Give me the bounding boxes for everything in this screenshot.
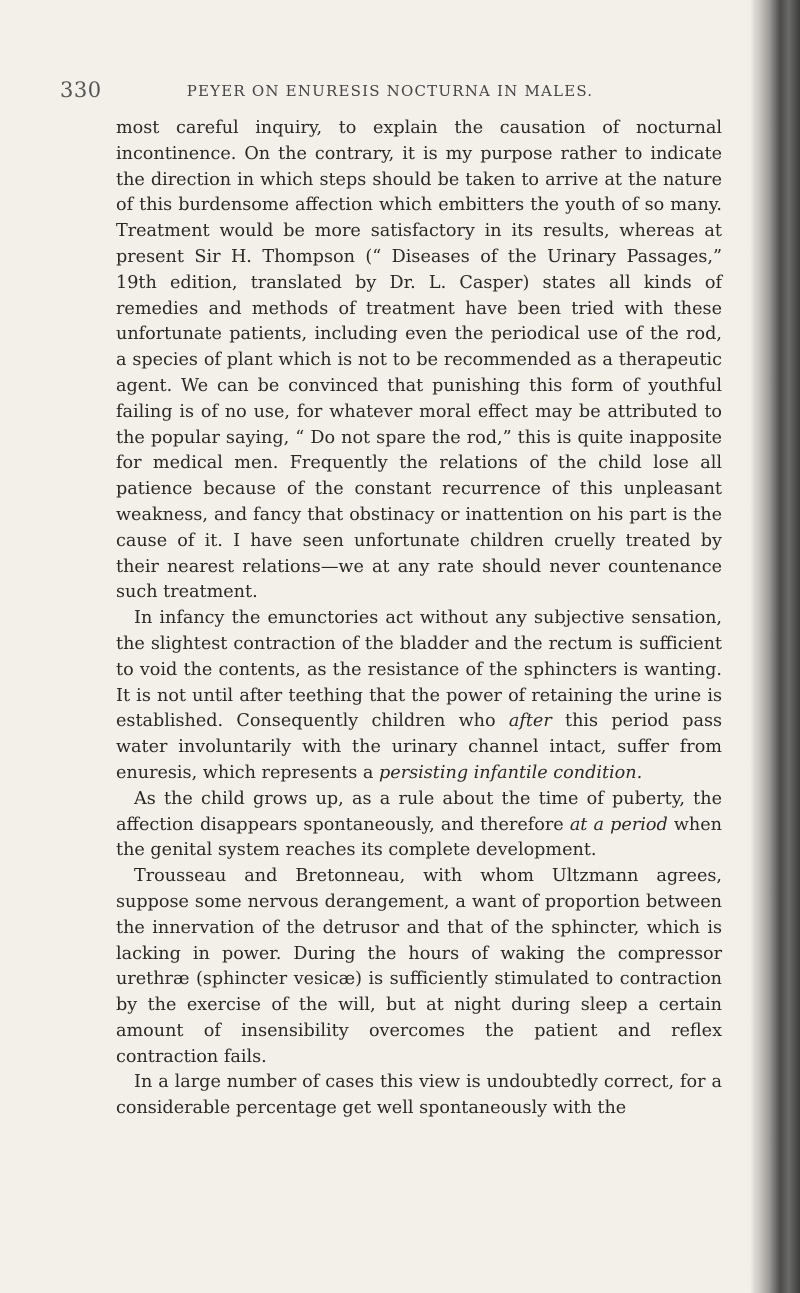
body-text [116,116,722,1122]
paragraph-5: In a large number of cases this view is undoubtedly correct, for a considerable percentage get well spontaneously with the [116,1072,722,1119]
running-head: PEYER ON ENURESIS NOCTURNA IN MALES. [186,82,594,100]
page-number: 330 [60,78,102,102]
paragraph-3-text-a: As the child grows up, as a rule about the time of puberty, the affection disappears spontaneously, and therefore [116,788,722,835]
page-header [60,78,720,108]
paragraph-2-text-a: In infancy the emunctories act without any subjective sensation, the slightest contraction of the bladder and the rectum is sufficient to void the contents, as the resistance of the sphincters is wanting. It is not until after teething that the power of retaining the urine is established. Consequently children who [116,608,722,732]
emphasis-at-a-period: at a period [569,814,668,835]
paragraph-2 [116,606,722,787]
paragraph-1: most careful inquiry, to explain the causation of nocturnal incontinence. On the contrary, it is my purpose rather to indicate the direction in which steps should be taken to arrive at the nature of this burdensome affection which embitters the youth of so many. Treatment would be more satisfactory in its results, whereas at present Sir H. Thompson (“ Diseases of the Urinary Passages,” 19th edition, translated by Dr. L. Casper) states all kinds of remedies and methods of treatment have been tried with these unfortunate patients, including even the periodical use of the rod, a species of plant which is not to be recommended as a therapeutic agent. We can be convinced that punishing this form of youthful failing is of no use, for whatever moral effect may be attributed to the popular saying, “ Do not spare the rod,” this is quite inapposite for medical men. Frequently the relations of the child lose all patience because of the constant recurrence of this unpleasant weakness, and fancy that obstinacy or inattention on his part is the cause of it. I have seen unfortunate children cruelly treated by their nearest relations—we at any rate should never countenance such treatment. [116,118,722,603]
paragraph-3 [116,787,722,864]
emphasis-after: after [508,711,552,732]
paragraph-2-text-b: this period pass water involuntarily with the urinary channel intact, suffer from enuresis, which represents a [116,711,722,783]
page-edge-shadow [756,0,800,1293]
paragraph-3-text-b: when the genital system reaches its complete development. [116,814,722,861]
emphasis-persisting-infantile-condition: persisting infantile condition. [379,762,643,783]
paragraph-4: Trousseau and Bretonneau, with whom Ultzmann agrees, suppose some nervous derangement, a want of proportion between the innervation of the detrusor and that of the sphincter, which is lacking in power. During the hours of waking the compressor urethræ (sphincter vesicæ) is sufficiently stimulated to contraction by the exercise of the will, but at night during sleep a certain amount of insensibility overcomes the patient and reflex contraction fails. [116,866,722,1067]
